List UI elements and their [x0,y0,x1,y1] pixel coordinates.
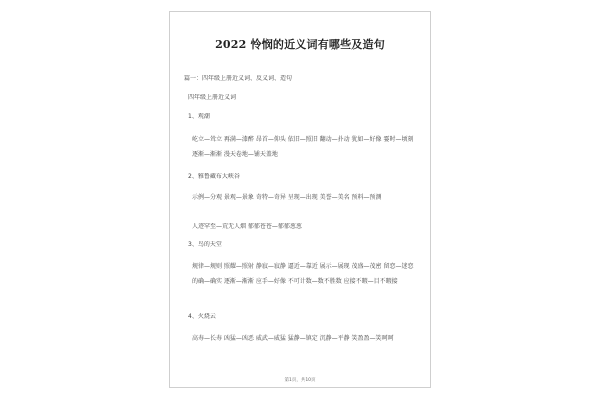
word-pairs-paragraph: 规律—规则 照耀—照射 静寂—寂静 逼近—靠近 展示—展现 茂盛—茂密 留恋—迷恋 的确—确实 逐渐—渐渐 应手—好像 不可计数—数不胜数 应接不暇—目不暇接 [192,263,414,285]
word-pairs-paragraph: 屹立—耸立 再满—漆醉 昂首—仰头 依旧—照旧 翻动—扑动 犹如—好像 霎时—顷刻 逐渐—渐渐 漫天卷地—铺天盖地 [192,136,414,158]
lesson-heading: 4、火烧云 [188,313,216,320]
page-footer: 第1页，共10页 [284,378,316,383]
lesson-heading: 3、鸟的天堂 [188,241,222,248]
lesson-heading: 2、雅鲁藏布大峡谷 [188,173,240,180]
word-pairs-paragraph: 示例—分观 景观—景象 奇特—奇异 呈现—出现 美誉—美名 预料—预测 [192,194,382,201]
lesson-heading: 1、观潮 [188,113,210,120]
section-heading: 篇一：四年级上册近义词、反义词、造句 [184,75,293,82]
word-pairs-paragraph: 高寿—长寿 凶猛—凶恶 威武—威猛 猛静—镇定 沉静—平静 笑盈盈—笑呵呵 [192,335,394,342]
subsection-heading: 四年级上册近义词 [188,94,237,101]
page-title: 2022 怜悯的近义词有哪些及造句 [215,38,385,51]
word-pairs-line: 人迹罕至—荒无人烟 郁郁苍苍—郁郁葱葱 [192,223,302,230]
document-page [169,11,431,388]
